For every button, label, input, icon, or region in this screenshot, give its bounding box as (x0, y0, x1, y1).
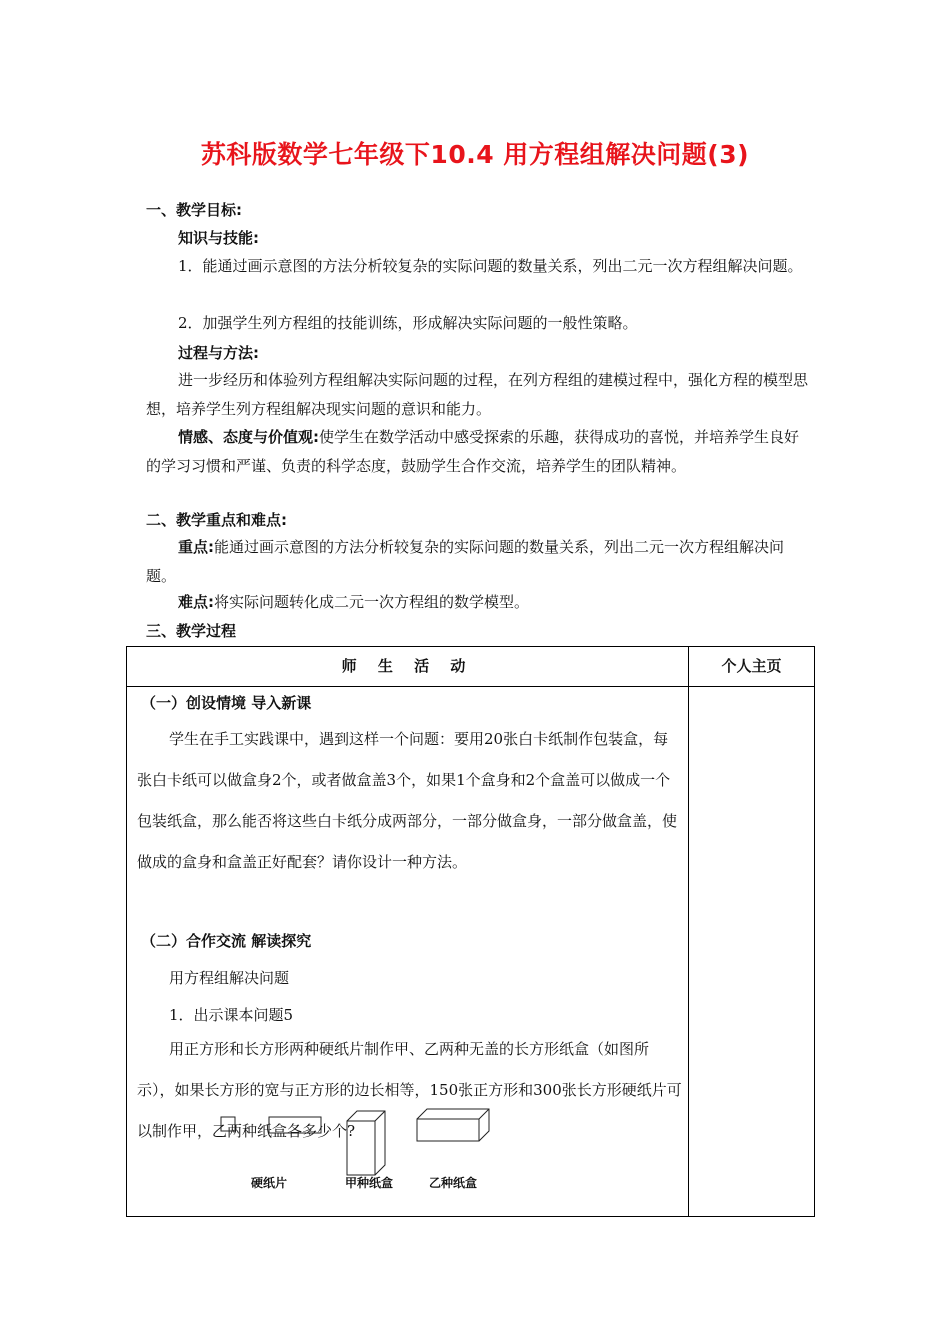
table-column-divider (688, 647, 689, 1216)
emotion-paragraph (146, 423, 808, 481)
process-text: 进一步经历和体验列方程组解决实际问题的过程，在列方程组的建模过程中，强化方程的模型思想，培养学生列方程组解决现实问题的意识和能力。 (146, 371, 809, 418)
box-a-shape (347, 1111, 385, 1175)
knowledge-item-2: 2．加强学生列方程组的技能训练，形成解决实际问题的一般性策略。 (178, 314, 638, 332)
header-homepage: 个人主页 (721, 657, 782, 675)
section3-heading: 三、教学过程 (146, 622, 237, 640)
table-header-divider (127, 686, 814, 687)
knowledge-label: 知识与技能: (178, 229, 259, 247)
part1-heading: （一）创设情境 导入新课 (141, 694, 312, 712)
square-card-shape (221, 1117, 235, 1131)
difficult-text: 将实际问题转化成二元一次方程组的数学模型。 (214, 593, 530, 611)
figure-label-box-b: 乙种纸盒 (429, 1176, 478, 1190)
figure-label-box-a: 甲种纸盒 (345, 1176, 394, 1190)
difficult-paragraph (178, 592, 529, 612)
rect-card-shape (269, 1117, 321, 1133)
key-text: 能通过画示意图的方法分析较复杂的实际问题的数量关系，列出二元一次方程组解决问题。 (146, 538, 785, 585)
emotion-text: 使学生在数学活动中感受探索的乐趣，获得成功的喜悦，并培养学生良好的学习习惯和严谨、负责的科学态度，鼓励学生合作交流，培养学生的团队精神。 (146, 428, 800, 475)
emotion-label: 情感、态度与价值观: (178, 428, 319, 446)
section1-heading: 一、教学目标: (146, 201, 242, 219)
part2-text: 用正方形和长方形两种硬纸片制作甲、乙两种无盖的长方形纸盒（如图所示），如果长方形的宽与正方形的边长相等，150张正方形和300张长方形硬纸片可以制作甲，乙两种纸盒各多少个? (137, 1040, 682, 1140)
key-label: 重点: (178, 538, 214, 556)
part1-text: 学生在手工实践课中，遇到这样一个问题：要用20张白卡纸制作包装盒，每张白卡纸可以做盒身2个，或者做盒盖3个，如果1个盒身和2个盒盖可以做成一个包装纸盒，那么能否将这些白卡纸分成两部分，一部分做盒身，一部分做盒盖，使做成的盒身和盒盖正好配套？请你设计一种方法。 (137, 730, 678, 871)
box-b-shape (417, 1109, 489, 1141)
part2-line2: 1．出示课本问题5 (169, 1006, 294, 1024)
key-paragraph (146, 533, 808, 591)
teaching-process-table (126, 646, 815, 1217)
box-figure (207, 1105, 507, 1177)
knowledge-item-1: 1．能通过画示意图的方法分析较复杂的实际问题的数量关系，列出二元一次方程组解决问题。 (178, 257, 803, 275)
section2-heading: 二、教学重点和难点: (146, 511, 287, 529)
part2-line1: 用方程组解决问题 (169, 969, 290, 987)
part2-heading: （二）合作交流 解读探究 (141, 932, 312, 950)
figure-label-card: 硬纸片 (251, 1176, 288, 1190)
header-activity: 师 生 活 动 (341, 657, 474, 675)
page-title: 苏科版数学七年级下10.4 用方程组解决问题(3) (200, 140, 750, 169)
difficult-label: 难点: (178, 593, 214, 611)
process-label: 过程与方法: (178, 344, 259, 362)
